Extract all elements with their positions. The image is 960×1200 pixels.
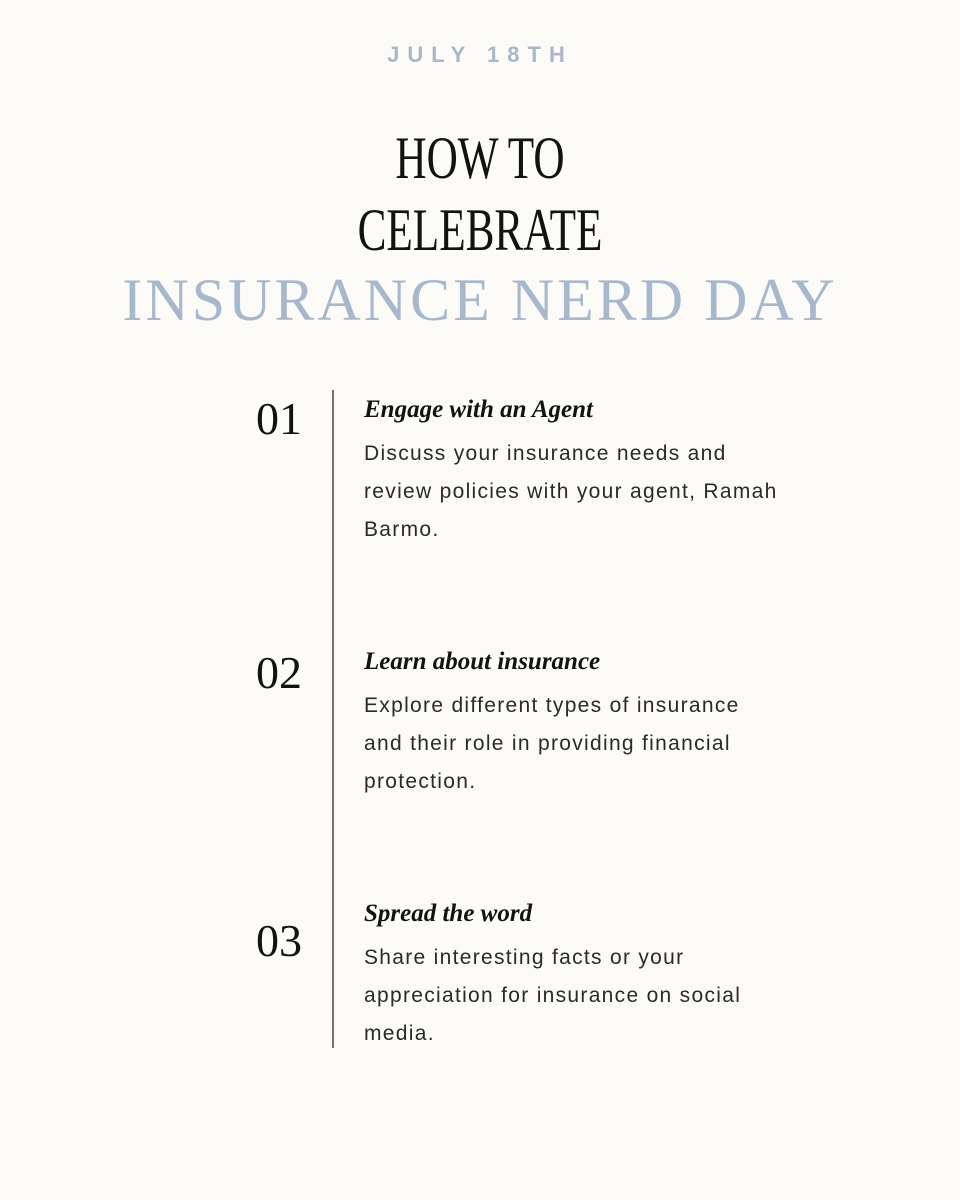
step-description: Share interesting facts or your appreciation for insurance on social media. [364, 946, 742, 1045]
title-line-2: CELEBRATE [357, 197, 603, 263]
step-description: Explore different types of insurance and their role in providing financial protection. [364, 694, 740, 793]
title-line-1: HOW TO [395, 125, 565, 191]
step-heading: Engage with an Agent [364, 396, 593, 423]
step-heading: Spread the word [364, 900, 533, 927]
step-heading: Learn about insurance [364, 648, 601, 675]
date-label: JULY 18TH [387, 42, 573, 67]
step-number: 01 [256, 393, 302, 444]
step-number: 02 [256, 647, 302, 698]
step-number: 03 [256, 915, 302, 966]
step-description: Discuss your insurance needs and review policies with your agent, Ramah Barmo. [364, 442, 778, 541]
title-line-3: INSURANCE NERD DAY [122, 267, 838, 333]
timeline-divider [332, 390, 334, 1048]
